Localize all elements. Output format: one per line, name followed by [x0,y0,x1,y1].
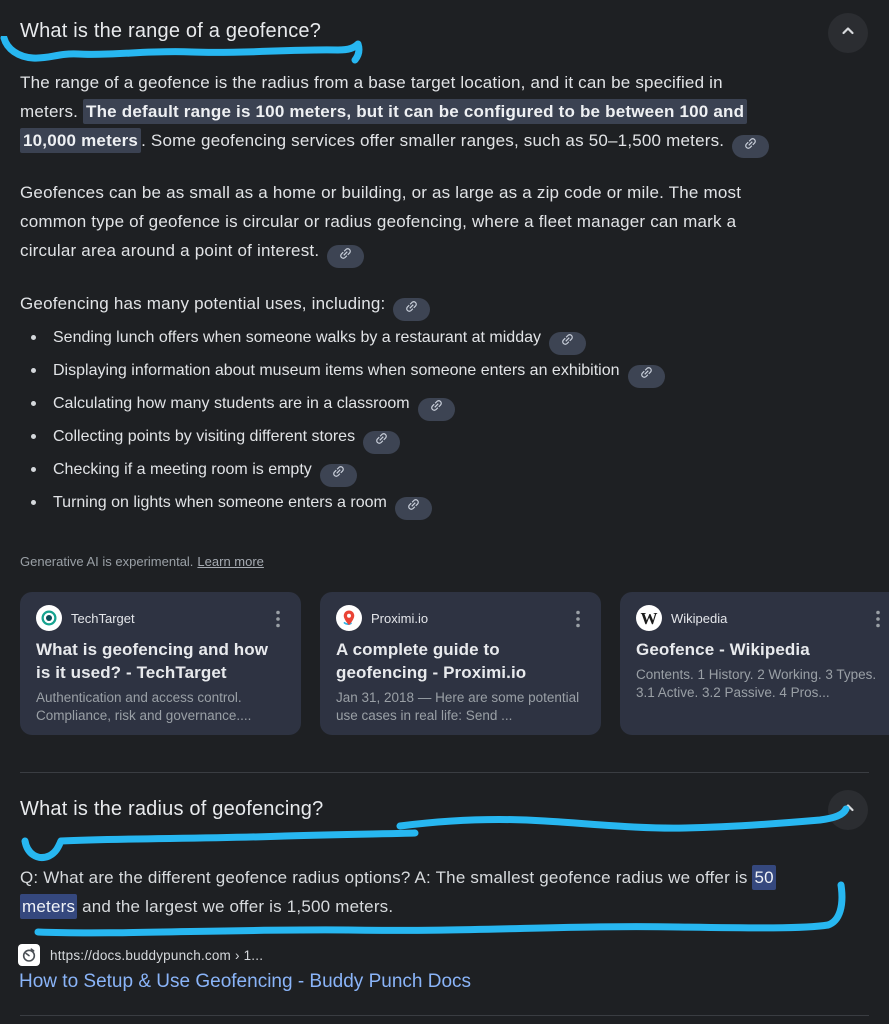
answer-paragraph-line: Geofencing has many potential uses, including: [20,291,430,321]
citation-chip[interactable] [363,431,400,454]
proximi-favicon-icon [336,605,362,631]
source-card-techtarget[interactable] [20,592,301,735]
list-item: Sending lunch offers when someone walks by a restaurant at midday [20,326,665,350]
question-heading-2: What is the radius of geofencing? [20,798,324,820]
collapse-answer-button[interactable] [828,790,868,830]
generative-ai-disclaimer: Generative AI is experimental. Learn more [20,554,264,569]
answer-paragraph-line: Q: What are the different geofence radius options? A: The smallest geofence radius we offer is 50 [20,865,776,891]
source-card-wikipedia[interactable] [620,592,889,735]
chevron-up-icon [839,799,857,822]
card-title[interactable]: A complete guide to geofencing - Proximi.io [336,640,527,682]
card-snippet: Authentication and access control. Compliance, risk and governance.... [36,690,252,723]
result-link-title[interactable]: How to Setup & Use Geofencing - Buddy Punch Docs [19,971,472,992]
citation-chip[interactable] [320,464,357,487]
link-icon [338,243,353,269]
card-snippet: Contents. 1 History. 2 Working. 3 Types. 3.1 Active. 3.2 Passive. 4 Pros... [636,667,877,700]
wikipedia-favicon-icon: W [636,605,662,631]
highlighted-text: 10,000 meters [20,128,141,153]
more-options-button[interactable] [571,608,585,628]
citation-chip[interactable] [327,245,364,268]
source-name: TechTarget [71,610,135,626]
list-item: Collecting points by visiting different stores [20,425,665,449]
card-snippet: Jan 31, 2018 — Here are some potential use cases in real life: Send ... [336,690,580,723]
answer-paragraph-line: Geofences can be as small as a home or building, or as large as a zip code or mile. The most [20,183,742,202]
answer-paragraph-line: meters. The default range is 100 meters, but it can be configured to be between 100 and [20,99,747,125]
card-title[interactable]: Geofence - Wikipedia [636,640,810,659]
source-name: Wikipedia [671,610,728,626]
answer-paragraph-line: The range of a geofence is the radius from a base target location, and it can be specified in [20,73,723,92]
answer-paragraph-line: 10,000 meters . Some geofencing services offer smaller ranges, such as 50–1,500 meters. [20,128,769,158]
section-divider [20,1015,869,1016]
citation-chip[interactable] [395,497,432,520]
result-breadcrumb-row[interactable] [18,944,263,966]
highlighted-text: The default range is 100 meters, but it can be configured to be between 100 and [83,99,747,124]
question-heading-1: What is the range of a geofence? [20,20,322,42]
more-options-button[interactable] [871,608,885,628]
link-icon [374,430,389,454]
source-card-proximi[interactable] [320,592,601,735]
citation-chip[interactable] [628,365,665,388]
citation-chip[interactable] [549,332,586,355]
list-item: Displaying information about museum items when someone enters an exhibition [20,359,665,383]
list-item: Checking if a meeting room is empty [20,458,665,482]
citation-chip[interactable] [732,135,769,158]
uses-bullet-list [20,326,665,524]
link-icon [639,364,654,388]
list-item: Turning on lights when someone enters a room [20,491,665,515]
card-title[interactable]: What is geofencing and how is it used? - TechTarget [36,640,269,682]
citation-chip[interactable] [418,398,455,421]
collapse-answer-button[interactable] [828,13,868,53]
learn-more-link[interactable]: Learn more [197,554,264,569]
answer-paragraph-line: circular area around a point of interest. [20,238,364,268]
link-icon [560,331,575,355]
chevron-up-icon [839,22,857,45]
link-icon [406,496,421,520]
more-options-button[interactable] [271,608,285,628]
answer-paragraph-line: common type of geofence is circular or radius geofencing, where a fleet manager can mark a [20,212,737,231]
breadcrumb[interactable]: https://docs.buddypunch.com › 1... [50,947,264,963]
link-icon [331,463,346,487]
selected-text: 50 [752,865,775,890]
answer-paragraph-line: meters and the largest we offer is 1,500 meters. [20,894,393,920]
selected-text: meters [20,894,77,919]
link-icon [429,397,444,421]
techtarget-favicon-icon [36,605,62,631]
section-divider [20,772,869,773]
link-icon [404,296,419,322]
list-item: Calculating how many students are in a classroom [20,392,665,416]
buddypunch-favicon-icon [18,944,40,966]
citation-chip[interactable] [393,298,430,321]
source-name: Proximi.io [371,610,429,626]
link-icon [743,133,758,159]
